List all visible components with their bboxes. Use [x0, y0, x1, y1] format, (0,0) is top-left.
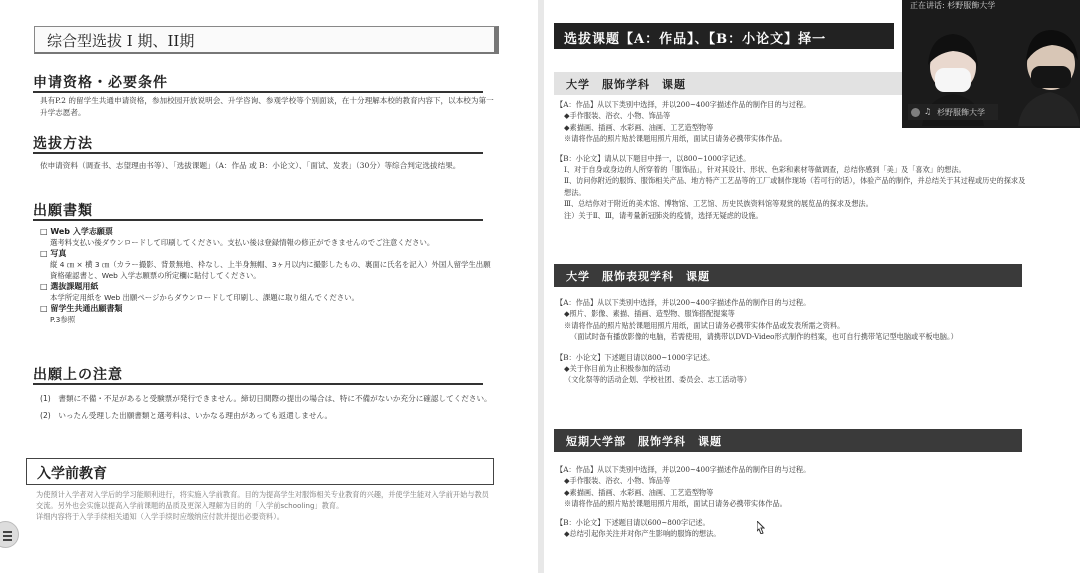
notes-heading: 出願上の注意 — [33, 367, 123, 383]
page-title: 综合型选拔 Ⅰ 期、II期 — [34, 26, 499, 54]
note-row: (2) いったん受理した出願書類と選考料は、いかなる理由があっても返還しません。 — [40, 411, 333, 420]
note-row: (1) 書類に不備・不足があると受験票が発行できません。締切日間際の提出の場合は、特に不備がないか充分に確認してください。 — [40, 394, 492, 403]
fashion-dept-heading: 大学 服饰学科 课题 — [554, 72, 1022, 95]
menu-icon[interactable] — [0, 521, 19, 548]
document-item-body: P.3参照 — [50, 315, 76, 324]
method-text: 依申请资料（调查书、志望理由书等）、「选拔课题」（A：作品 或 B：小论文）、「面试、发表」（30分）等综合判定选拔结果。 — [40, 161, 461, 170]
document-item-title: □ 留学生共通出願書類 — [40, 304, 123, 313]
document-item-title: □ Web 入学志願票 — [40, 227, 113, 236]
method-heading: 选拔方法 — [33, 136, 93, 152]
speaking-label: 正在讲话: 杉野服飾大学 — [910, 1, 996, 10]
microphone-icon: ♫ — [924, 107, 932, 116]
heading-rule — [33, 219, 483, 221]
speaker-person-2 — [1018, 20, 1080, 126]
pre-education-heading: 入学前教育 — [26, 458, 494, 485]
requirements-heading: 申请资格・必要条件 — [33, 75, 168, 91]
heading-rule — [33, 91, 483, 93]
document-item-title: □ 選抜課題用紙 — [40, 282, 99, 291]
document-item-title: □ 写真 — [40, 249, 67, 258]
fashion-dept-text: 【A：作品】从以下类别中选择，并以200~400字描述作品的制作目的与过程。 ◆手作服装、浴衣、小物、饰品等 ◆素描画、插画、水彩画、油画、工艺造型物等 ※请将作品的照片贴於课题用照片用纸，面试日请务必携带实体作品。 【B：小论文】请从以下题目中择一，以800~1000字记述。 Ⅰ、对于自身或身边的人所穿着的「服饰品」，针对其设计、形状、色彩和素材等做调查，总结你感到「美」及「喜欢」的想法。 Ⅱ、访问你附近的服饰、服饰相关产品、地方特产工艺品等的工厂或制作现场（若可行的话），体验产品的制作，并总结关于其过程或历史的探求及想法。 Ⅲ、总结你对于附近的美术馆、博物馆、工艺馆、历史民族资料馆等观赏的展览品的探求及想法。 注）关于Ⅱ、Ⅲ，请考量新冠肺炎的疫情，选择无疑虑的设施。 — [556, 100, 1026, 220]
expression-dept-text: 【A：作品】从以下类别中选择，并以200~400字描述作品的制作目的与过程。 ◆照片、影像、素描、插画、造型物、服饰搭配提案等 ※请将作品的照片贴於课题用照片用纸，面试日请务必携带实体作品或发表所需之资料。 （面试时备有播放影像的电脑，若需使用，请携带以DVD-Video形式制作的档案，也可自行携带笔记型电脑或平板电脑。） 【B：小论文】下述题目请以800~1000字记述。 ◆关于你目前为止积极参加的活动 （文化祭等的活动企划、学校社团、委员会、志工活动等） — [556, 298, 958, 385]
participant-name: 杉野服飾大学 — [937, 108, 985, 117]
participant-chip — [908, 104, 998, 120]
person-icon — [911, 108, 920, 117]
pre-education-text: 为使预计入学者对入学后的学习能顺利进行，将实施入学前教育。目的为提高学生对服饰相关专业教育的兴趣，并使学生能对入学前开始与教员交流。另外也会实施以提高入学前课题的品质及更深入理解为目的的「入学前schooling」教育。 详细内容将于入学手续相关通知（入学手续时应缴纳应付款并提出必要资料）。 — [36, 490, 489, 521]
assignment-title: 选拔课题【A：作品】、【B：小论文】择一 — [554, 23, 894, 49]
heading-rule — [33, 383, 483, 385]
junior-college-text: 【A：作品】从以下类别中选择，并以200~400字描述作品的制作目的与过程。 ◆手作服装、浴衣、小物、饰品等 ◆素描画、插画、水彩画、油画、工艺造型物等 ※请将作品的照片贴於课题用照片用纸，面试日请务必携带实体作品。 【B：小论文】下述题目请以600~800字记述。 ◆总结引起你关注并对你产生影响的服饰的想法。 — [556, 465, 811, 539]
heading-rule — [33, 152, 483, 154]
document-item-body: 本学所定用紙を Web 出願ページからダウンロードして印刷し、課題に取り組んでください。 — [50, 293, 359, 302]
notes-list — [40, 390, 495, 424]
requirements-text: 具有P.2 的留学生共通申请资格，参加校园开放说明会、升学咨询、参观学校等个别面谈，在十分理解本校的教育内容下，以本校为第一升学志愿者。 — [40, 96, 494, 117]
mouse-cursor-icon — [757, 521, 765, 534]
expression-dept-heading: 大学 服饰表现学科 课题 — [554, 264, 1022, 287]
documents-list — [40, 226, 495, 325]
document-item-body: 選考料支払い後ダウンロードして印刷してください。支払い後は登録情報の修正ができませんのでご注意ください。 — [50, 238, 435, 247]
document-item-body: 縦 4 ㎝ × 横 3 ㎝（カラー撮影、背景無地、枠なし、上半身無帽、3ヶ月以内に撮影したもの、裏面に氏名を記入）外国人留学生出願資格確認書と、Web 入学志願票の所定欄に貼付してください。 — [50, 260, 491, 280]
junior-college-heading: 短期大学部 服饰学科 课题 — [554, 429, 1022, 452]
left-document-page — [0, 0, 538, 573]
documents-heading: 出願書類 — [33, 203, 93, 219]
